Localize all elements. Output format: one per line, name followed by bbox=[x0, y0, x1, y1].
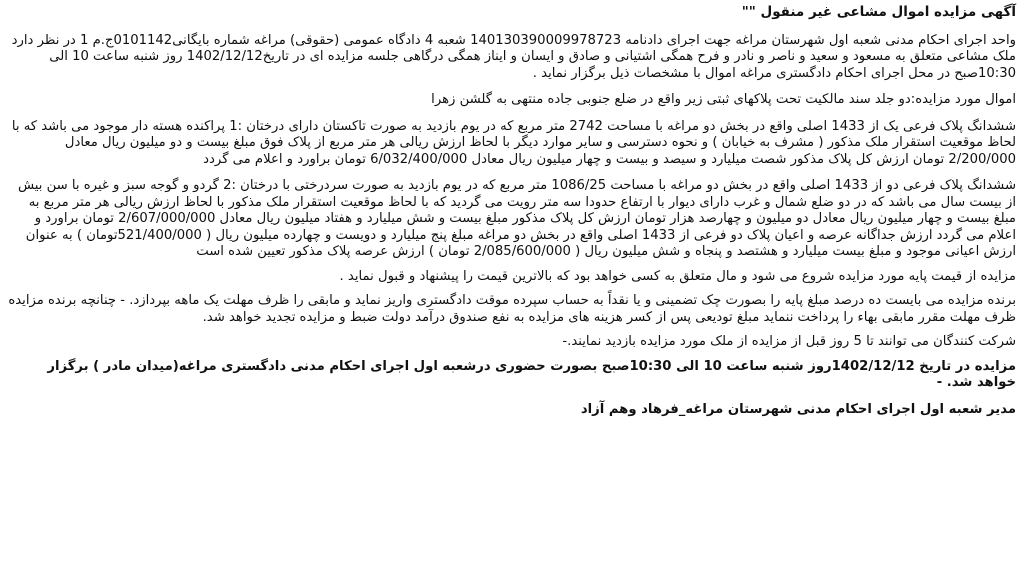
lot-two-description: ششدانگ پلاک فرعی دو از 1433 اصلی واقع در بخش دو مراغه با مساحت 1086/25 متر مربع که در یوم بازدید به صورت سردرختی با درختان :2 گردو و گوجه سبز و غیره با سن بیش از بیست سال می باشد که در دو ضلع شمال و غرب دارای دیوار با ارتفاع حدودا سه متر رویت می گردید که با لحاظ موقعیت استقرار ملک مذکور با لحاظ ارزش ریالی هر متر مربع به مبلغ بیست و چهار میلیون ریال معادل دو میلیون و چهارصد هزار تومان ارزش کل پلاک مذکور مبلغ بیست و شش میلیارد و هفتاد میلیون ریال معادل 2/607/000/000 تومان براورد و اعلام می گردد ارزش جداگانه عرصه و اعیان پلاک دو فرعی از 1433 اصلی واقع در بخش دو مراغه مبلغ پنج میلیارد و دویست و چهارده میلیون ریال ( 521/400/000تومان ) به عنوان ارزش اعیانی موجود و مبلغ بیست میلیارد و هشتصد و پنجاه و شش میلیون ریال ( 2/085/600/000 تومان ) ارزش عرصه پلاک مذکور تعیین شده است bbox=[17, 178, 1016, 259]
auction-rule-starting-price: مزایده از قیمت پایه مورد مزایده شروع می شود و مال متعلق به کسی خواهد بود که بالاترین قیمت را پیشنهاد و قبول نماید . bbox=[339, 268, 1016, 284]
signature-line: مدیر شعبه اول اجرای احکام مدنی شهرستان مراغه_فرهاد وهم آزاد bbox=[580, 401, 1016, 417]
notice-title: آگهی مزایده اموال مشاعی غیر منقول "" bbox=[741, 4, 1016, 20]
auction-rule-deposit: برنده مزایده می بایست ده درصد مبلغ پایه را بصورت چک تضمینی و یا نقداً به حساب سپرده موقت دادگستری واریز نماید و مابقی را ظرف مهلت یک ماهه بپردازد. - چنانچه برنده مزایده ظرف مهلت مقرر مابقی بهاء را پرداخت ننماید مبلغ تودیعی پس از کسر هزینه های مزایده به نفع صندوق درآمد دولت ضبط و مزایده تجدید خواهد شد. bbox=[8, 293, 1016, 325]
auction-subject: اموال مورد مزایده:دو جلد سند مالکیت تحت پلاکهای ثبتی زیر واقع در ضلع جنوبی جاده منتهی به گلشن زهرا bbox=[431, 92, 1016, 107]
notice-document bbox=[6, 4, 1016, 418]
notice-intro-paragraph: واحد اجرای احکام مدنی شعبه اول شهرستان مراغه جهت اجرای دادنامه 140130390009978723 شعبه 4 دادگاه عمومی (حقوقی) مراغه شماره بایگانی0101142ج.م 1 در نظر دارد ملک مشاعی متعلق به مسعود و سعید و ناصر و نادر و فرح همگی اشتیانی و صادق و ایسان و ایناز همگی درگاهی جلسه مزایده ای در تاریخ1402/12/12 روز شنبه ساعت 10 الی 10:30صبح در محل اجرای احکام دادگستری مراغه اموال با مشخصات ذیل برگزار نماید . bbox=[11, 32, 1016, 81]
lot-one-description: ششدانگ پلاک فرعی یک از 1433 اصلی واقع در بخش دو مراغه با مساحت 2742 متر مربع که در یوم بازدید به صورت تاکستان دارای درختان :1 پراکنده هسته دار موجود می باشد که با لحاظ موقعیت استقرار ملک مذکور ( مشرف به خیابان ) و نحوه دسترسی و سایر موارد دیگر با لحاظ ارزش ریالی هر متر مربع از پلاک فوق مبلغ بیست و دو میلیون ریال معادل 2/200/000 تومان ارزش کل پلاک مذکور شصت میلیارد و سیصد و بیست و چهار میلیون ریال معادل 6/032/400/000 تومان براورد و اعلام می گردد bbox=[11, 118, 1016, 167]
auction-datetime: مزایده در تاریخ 1402/12/12روز شنبه ساعت 10 الی 10:30صبح بصورت حضوری درشعبه اول اجرای احکام مدنی دادگستری مراغه(میدان مادر ) برگزار خواهد شد. - bbox=[47, 358, 1016, 390]
auction-rule-visit: شرکت کنندگان می توانند تا 5 روز قبل از مزایده از ملک مورد مزایده بازدید نمایند.- bbox=[562, 334, 1016, 349]
